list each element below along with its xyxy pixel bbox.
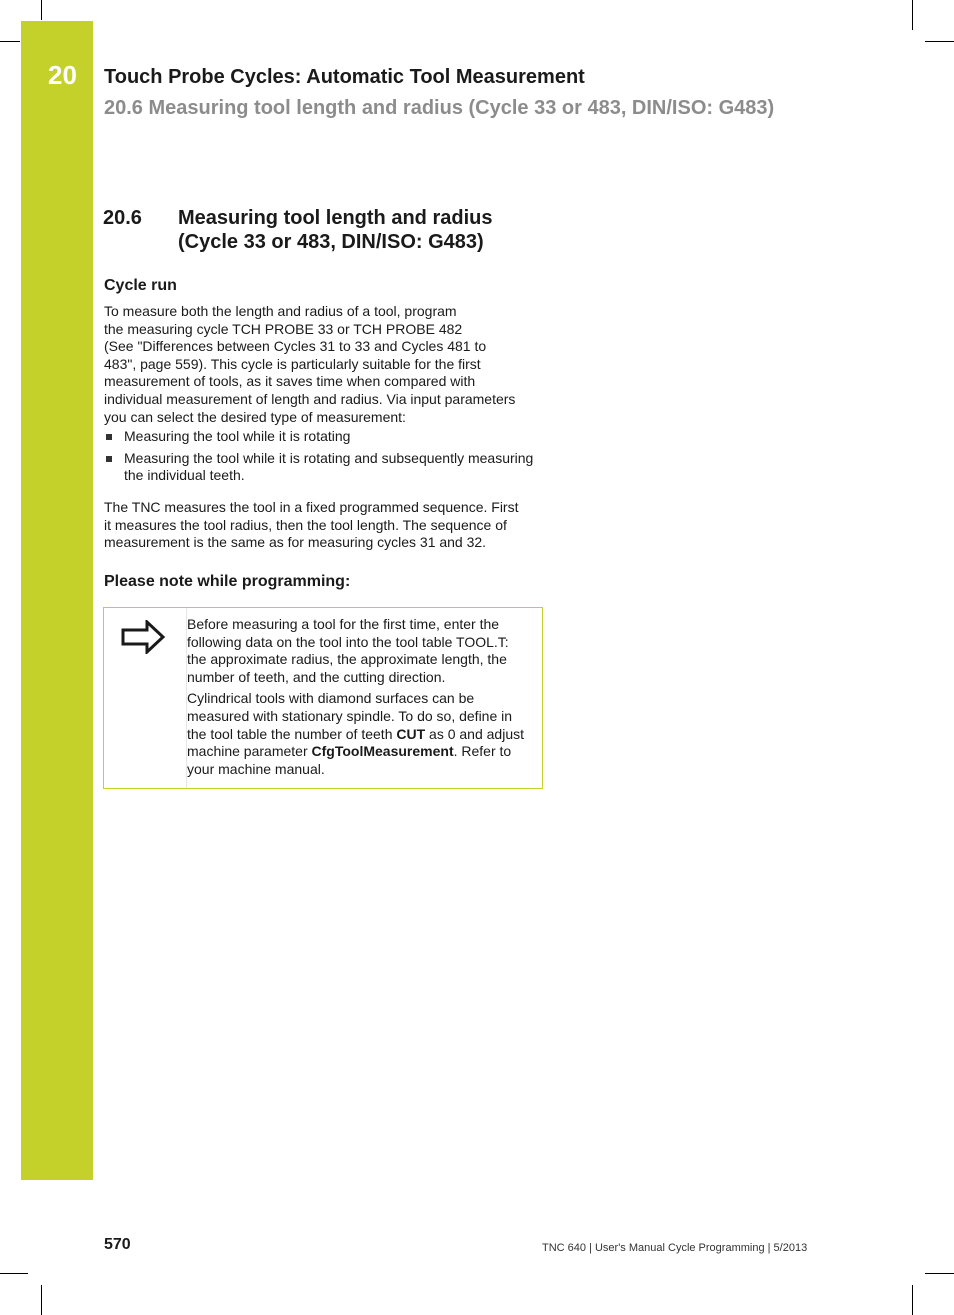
note-paragraph-1: Before measuring a tool for the first time, enter the following data on the tool into the tool table TOOL.T: the approximate radius, the approximate length, the number of teeth, and the cutting direction. (187, 616, 509, 685)
programming-note-box (103, 607, 543, 789)
footer-manual-info: TNC 640 | User's Manual Cycle Programming | 5/2013 (542, 1242, 808, 1254)
section-title-line2: (Cycle 33 or 483, DIN/ISO: G483) (178, 231, 484, 253)
chapter-subtitle: 20.6 Measuring tool length and radius (Cycle 33 or 483, DIN/ISO: G483) (104, 97, 775, 119)
intro-line: 483", page 559). This cycle is particularly suitable for the first (104, 355, 481, 372)
param-cut: CUT (396, 725, 426, 742)
arrow-right-icon (120, 620, 168, 659)
bullet-square-icon (106, 434, 112, 440)
note-text (187, 616, 532, 782)
list-item-text: Measuring the tool while it is rotating (124, 428, 351, 444)
note-paragraph-2 (187, 690, 532, 778)
crop-mark (41, 1285, 42, 1315)
chapter-band (21, 21, 93, 1180)
intro-line: (See "Differences between Cycles 31 to 33 and Cycles 481 to (104, 338, 487, 355)
intro-line: the measuring cycle TCH PROBE 33 or TCH PROBE 482 (104, 320, 463, 337)
crop-mark (912, 0, 913, 30)
list-item (104, 450, 544, 485)
sequence-line: measurement is the same as for measuring cycles 31 and 32. (104, 534, 487, 551)
note-text-run: . Refer to your machine manual. (187, 743, 512, 777)
intro-line: you can select the desired type of measurement: (104, 408, 406, 425)
section-title-line1: Measuring tool length and radius (178, 207, 493, 229)
list-item-text: Measuring the tool while it is rotating and subsequently measuring the individual teeth. (124, 449, 534, 484)
crop-mark (912, 1285, 913, 1315)
intro-line: To measure both the length and radius of a tool, program (104, 303, 457, 319)
crop-mark (41, 0, 42, 20)
measurement-type-list (104, 428, 544, 489)
section-number: 20.6 (103, 207, 142, 229)
crop-mark (925, 1273, 954, 1274)
sequence-line: The TNC measures the tool in a fixed programmed sequence. First (104, 499, 519, 515)
sequence-paragraph (104, 499, 544, 552)
intro-line: individual measurement of length and radius. Via input parameters (104, 390, 516, 407)
chapter-title: Touch Probe Cycles: Automatic Tool Measurement (104, 66, 585, 88)
note-text-run: Cylindrical tools with diamond surfaces can be measured with stationary spindle. To do so, define in the tool table the number of teeth (187, 690, 513, 742)
list-item (104, 428, 544, 446)
intro-line: measurement of tools, as it saves time when compared with (104, 373, 476, 390)
note-heading: Please note while programming: (104, 573, 351, 590)
chapter-number: 20 (48, 60, 77, 90)
cycle-run-heading: Cycle run (104, 277, 177, 294)
note-text-run: as 0 and adjust machine parameter (187, 725, 525, 760)
section-title (178, 206, 598, 254)
crop-mark (0, 41, 20, 42)
param-cfgtoolmeasurement: CfgToolMeasurement (311, 743, 454, 760)
bullet-square-icon (106, 456, 112, 462)
page-number: 570 (104, 1236, 131, 1253)
crop-mark (0, 1273, 28, 1274)
sequence-line: it measures the tool radius, then the tool length. The sequence of (104, 516, 507, 533)
crop-mark (925, 41, 954, 42)
intro-paragraph (104, 303, 544, 426)
